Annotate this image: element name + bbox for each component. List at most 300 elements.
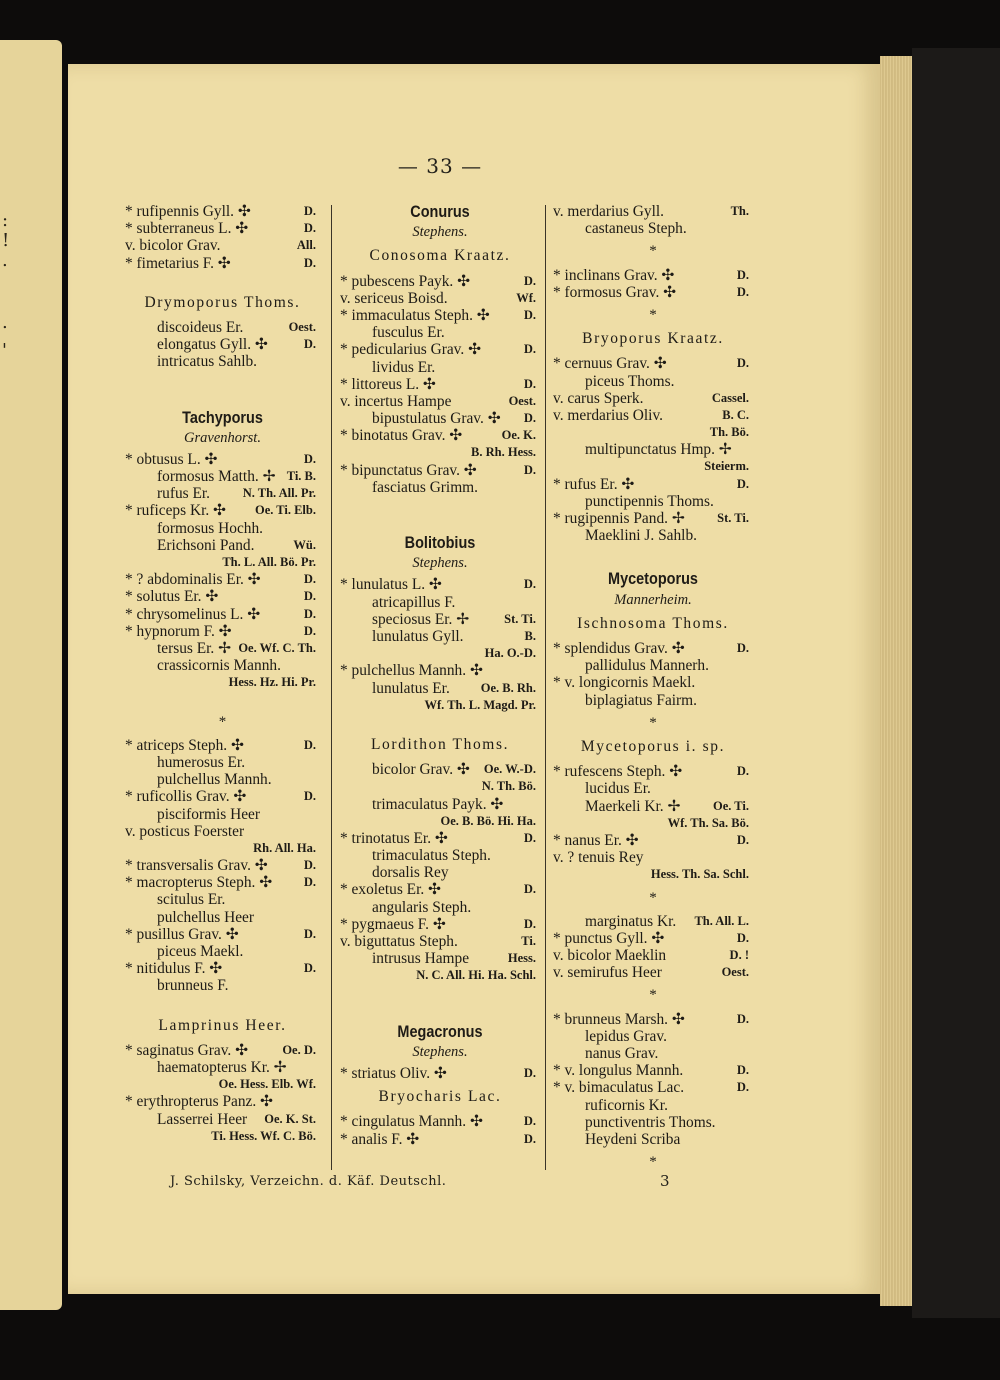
distribution-code: Oe. D. — [282, 1042, 316, 1057]
distribution-code: D. — [303, 589, 316, 604]
distribution-code: D. — [523, 577, 536, 592]
species-entry — [125, 451, 320, 468]
species-name: rufus Er. — [157, 485, 211, 503]
species-entry — [340, 410, 540, 427]
distribution-code: Oe. B. Bö. Hi. Ha. — [440, 813, 536, 828]
entry-group — [340, 273, 540, 496]
distribution-code: Oest. — [288, 319, 316, 334]
distribution-code: D. — [736, 764, 749, 779]
species-entry — [340, 813, 540, 830]
species-entry — [340, 393, 540, 410]
separator-asterisk: * — [649, 889, 657, 906]
species-entry — [125, 203, 320, 220]
species-entry — [553, 407, 753, 424]
distribution-code: Oest. — [721, 965, 749, 980]
species-entry — [125, 857, 320, 874]
species-entry — [340, 1131, 540, 1148]
species-entry — [553, 458, 753, 475]
species-entry — [125, 977, 320, 994]
species-entry — [125, 960, 320, 977]
species-entry — [553, 476, 753, 493]
distribution-code: D. — [736, 1011, 749, 1026]
species-name: formosus Hochh. — [157, 519, 264, 537]
species-entry — [125, 353, 320, 370]
species-name: atricapillus F. — [372, 593, 456, 611]
species-entry — [125, 806, 320, 823]
distribution-code: D. — [303, 737, 316, 752]
species-name: * saginatus Grav. ✣ — [125, 1041, 249, 1059]
distribution-code: D. — [736, 832, 749, 847]
species-name: * immaculatus Steph. ✣ — [340, 306, 490, 324]
distribution-code: Oe. Ti. Elb. — [254, 503, 316, 518]
species-name: * rufescens Steph. ✣ — [553, 763, 683, 781]
distribution-code: Oe. Hess. Elb. Wf. — [218, 1077, 316, 1092]
distribution-code: D. — [303, 337, 316, 352]
distribution-code: Hess. — [507, 951, 536, 966]
species-name: * erythropterus Panz. ✣ — [125, 1093, 273, 1111]
species-name: * analis F. ✣ — [340, 1130, 420, 1148]
species-entry — [125, 1128, 320, 1145]
distribution-code: D. — [523, 916, 536, 931]
species-entry — [553, 1062, 753, 1079]
distribution-code: D. — [303, 572, 316, 587]
species-entry — [553, 763, 753, 780]
species-entry — [553, 657, 753, 674]
species-entry — [340, 594, 540, 611]
distribution-code: All. — [296, 238, 316, 253]
species-entry — [125, 874, 320, 891]
genus-author: Gravenhorst. — [184, 429, 261, 446]
species-entry — [125, 1059, 320, 1076]
separator-asterisk: * — [649, 987, 657, 1004]
distribution-code: D. — [303, 789, 316, 804]
species-name: * subterraneus L. ✣ — [125, 220, 249, 238]
distribution-code: Oe. Ti. — [712, 798, 749, 813]
species-entry — [125, 1093, 320, 1110]
species-name: punctiventris Thoms. — [585, 1113, 716, 1131]
species-name: piceus Maekl. — [157, 943, 244, 960]
distribution-code: D. — [523, 830, 536, 845]
species-entry — [340, 662, 540, 679]
species-name: * atriceps Steph. ✣ — [125, 736, 244, 754]
subgenus-heading: Bryocharis Lac. — [378, 1088, 502, 1106]
separator-asterisk: * — [218, 713, 227, 730]
species-name: * trinotatus Er. ✣ — [340, 829, 448, 847]
species-entry — [553, 692, 753, 709]
entry-group — [553, 763, 753, 883]
species-name: * binotatus Grav. ✣ — [340, 427, 463, 445]
species-entry — [340, 376, 540, 393]
species-entry — [125, 255, 320, 272]
distribution-code: St. Ti. — [504, 611, 536, 626]
species-entry — [553, 355, 753, 372]
species-name: * cernuus Grav. ✣ — [553, 355, 667, 373]
distribution-code: D. — [736, 284, 749, 299]
species-name: pulchellus Heer — [157, 908, 255, 926]
species-entry — [340, 290, 540, 307]
species-entry — [125, 823, 320, 840]
species-entry — [553, 798, 753, 815]
species-name: scitulus Er. — [157, 891, 226, 909]
species-entry — [553, 947, 753, 964]
distribution-code: B. C. — [722, 407, 749, 422]
species-entry — [553, 930, 753, 947]
species-name: * pulchellus Mannh. ✣ — [340, 662, 483, 680]
distribution-code: D. — [523, 273, 536, 288]
species-name: v. merdarius Gyll. — [553, 203, 664, 220]
species-entry — [553, 674, 753, 691]
footer-imprint: J. Schilsky, Verzeichn. d. Käf. Deutschl. — [170, 1174, 447, 1189]
entry-group — [553, 267, 753, 301]
species-name: * pusillus Grav. ✣ — [125, 925, 239, 943]
separator-asterisk: * — [649, 243, 657, 260]
distribution-code: Oe. K. St. — [264, 1111, 316, 1126]
species-entry — [553, 390, 753, 407]
column-2 — [340, 203, 540, 1148]
entry-group — [340, 1113, 540, 1147]
distribution-code: B. Rh. Hess. — [471, 445, 536, 460]
subgenus-heading: Lamprinus Heer. — [158, 1016, 287, 1034]
distribution-code: D. — [523, 1131, 536, 1146]
species-name: v. incertus Hampe — [340, 392, 452, 410]
species-entry — [125, 220, 320, 237]
species-entry — [125, 237, 320, 254]
subgenus-heading: Mycetoporus i. sp. — [580, 737, 726, 755]
species-name: crassicornis Mannh. — [157, 657, 281, 675]
species-name: * fimetarius F. ✣ — [125, 254, 231, 272]
distribution-code: Steierm. — [704, 459, 749, 474]
species-entry — [340, 933, 540, 950]
distribution-code: D. — [523, 376, 536, 391]
species-entry — [553, 493, 753, 510]
species-name: * pubescens Payk. ✣ — [340, 272, 471, 290]
species-name: * v. longicornis Maekl. — [553, 674, 696, 692]
species-name: dorsalis Rey — [372, 864, 449, 882]
signature-mark: 3 — [660, 1172, 670, 1190]
species-entry — [125, 468, 320, 485]
species-entry — [340, 950, 540, 967]
species-name: intricatus Sahlb. — [157, 353, 258, 371]
species-entry — [553, 527, 753, 544]
genus-heading: Tachyporus — [182, 407, 263, 427]
book-cover — [912, 48, 1000, 1318]
distribution-code: Th. — [730, 204, 749, 218]
distribution-code: D. — [303, 926, 316, 941]
species-name: * pygmaeus F. ✣ — [340, 915, 446, 933]
genus-author: Stephens. — [412, 224, 468, 241]
species-name: tersus Er. ✢ — [157, 639, 232, 657]
distribution-code: Th. All. L. — [694, 913, 749, 928]
species-entry — [125, 588, 320, 605]
species-entry — [553, 1097, 753, 1114]
species-name: * striatus Oliv. ✣ — [340, 1065, 447, 1082]
genus-author: Stephens. — [412, 1043, 468, 1060]
species-name: biplagiatus Fairm. — [585, 691, 697, 709]
entry-group — [125, 1042, 320, 1145]
species-entry — [340, 830, 540, 847]
species-name: * ruficeps Kr. ✣ — [125, 502, 226, 520]
species-name: * lunulatus L. ✣ — [340, 576, 442, 594]
species-entry — [553, 815, 753, 832]
species-name: * brunneus Marsh. ✣ — [553, 1010, 685, 1028]
species-entry — [340, 444, 540, 461]
species-name: * v. longulus Mannh. — [553, 1062, 684, 1080]
species-entry — [340, 576, 540, 593]
species-name: pallidulus Mannerh. — [585, 657, 709, 675]
subgenus-heading: Bryoporus Kraatz. — [582, 330, 724, 348]
genus-heading: Conurus — [410, 202, 470, 221]
species-entry — [553, 510, 753, 527]
distribution-code: D. — [736, 641, 749, 656]
distribution-code: D. — [303, 606, 316, 621]
subgenus-heading: Conosoma Kraatz. — [369, 247, 511, 265]
genus-author: Stephens. — [412, 555, 468, 572]
species-entry — [553, 220, 753, 237]
distribution-code: B. — [524, 629, 536, 644]
species-entry — [553, 1028, 753, 1045]
distribution-code: D. — [303, 451, 316, 466]
species-entry — [553, 267, 753, 284]
species-name: Erichsoni Pand. — [157, 536, 255, 554]
species-entry — [125, 571, 320, 588]
species-entry — [340, 462, 540, 479]
species-name: v. bicolor Grav. — [125, 237, 221, 255]
distribution-code: D. — [303, 961, 316, 976]
distribution-code: Oe. Wf. C. Th. — [238, 640, 316, 655]
species-entry — [340, 864, 540, 881]
species-name: * rufus Er. ✣ — [553, 475, 635, 493]
entry-group — [553, 203, 753, 237]
species-entry — [125, 1076, 320, 1093]
species-entry — [553, 849, 753, 866]
distribution-code: D. — [523, 882, 536, 897]
species-name: v. ? tenuis Rey — [553, 849, 644, 867]
species-name: * ? abdominalis Er. ✣ — [125, 571, 261, 589]
species-name: v. biguttatus Steph. — [340, 933, 458, 951]
distribution-code: D. — [523, 462, 536, 477]
species-entry — [125, 606, 320, 623]
species-entry — [553, 780, 753, 797]
entry-group — [125, 203, 320, 272]
distribution-code: Wf. — [516, 290, 536, 305]
entry-group — [340, 576, 540, 714]
species-entry — [340, 611, 540, 628]
species-name: pisciformis Heer — [157, 805, 261, 823]
species-name: marginatus Kr. — [585, 912, 677, 930]
separator-asterisk: * — [649, 1154, 657, 1171]
species-entry — [340, 778, 540, 795]
subgenus-heading: Drymoporus Thoms. — [144, 293, 301, 311]
species-entry — [340, 341, 540, 358]
species-entry — [125, 520, 320, 537]
species-entry — [553, 424, 753, 441]
species-entry — [125, 1042, 320, 1059]
species-entry — [340, 847, 540, 864]
species-entry — [125, 840, 320, 857]
distribution-code: Cassel. — [711, 390, 749, 405]
species-name: v. bicolor Maeklin — [553, 947, 667, 965]
species-entry — [125, 623, 320, 640]
species-name: discoideus Er. — [157, 318, 244, 336]
distribution-code: Oe. W.-D. — [483, 762, 536, 777]
species-name: v. posticus Foerster — [125, 822, 245, 840]
distribution-code: D. — [523, 307, 536, 322]
species-name: * solutus Er. ✣ — [125, 588, 219, 606]
species-entry — [340, 967, 540, 984]
species-name: ruficornis Kr. — [585, 1096, 668, 1114]
species-entry — [340, 899, 540, 916]
species-name: lunulatus Gyll. — [372, 628, 464, 646]
genus-heading: Bolitobius — [404, 533, 476, 553]
separator-asterisk: * — [649, 306, 657, 323]
species-entry — [125, 336, 320, 353]
species-entry — [340, 761, 540, 778]
species-entry — [553, 832, 753, 849]
species-name: speciosus Er. ✢ — [372, 610, 470, 628]
species-name: v. carus Sperk. — [553, 389, 644, 407]
distribution-code: Rh. All. Ha. — [253, 840, 316, 855]
distribution-code: D. ! — [729, 948, 749, 963]
species-name: humerosus Er. — [157, 753, 246, 771]
distribution-code: D. — [303, 875, 316, 890]
entry-group — [340, 1065, 540, 1082]
distribution-code: D. — [303, 221, 316, 236]
distribution-code: D. — [303, 204, 316, 218]
prev-page-fragment: ' — [2, 340, 7, 361]
species-name: Maeklini J. Sahlb. — [585, 527, 698, 545]
distribution-code: N. C. All. Hi. Ha. Schl. — [416, 968, 536, 983]
distribution-code: D. — [736, 1080, 749, 1095]
species-name: bipustulatus Grav. ✣ — [372, 410, 501, 428]
species-name: fasciatus Grimm. — [372, 478, 478, 496]
species-name: * cingulatus Mannh. ✣ — [340, 1113, 483, 1131]
species-entry — [340, 881, 540, 898]
species-entry — [125, 657, 320, 674]
species-name: pulchellus Mannh. — [157, 771, 272, 789]
prev-page-fragment: . — [2, 312, 8, 333]
species-name: * transversalis Grav. ✣ — [125, 857, 268, 875]
species-entry — [340, 324, 540, 341]
entry-group — [553, 1011, 753, 1149]
page-block-edge — [880, 56, 916, 1306]
species-name: * formosus Grav. ✣ — [553, 283, 677, 301]
species-entry — [125, 537, 320, 554]
species-name: * pedicularius Grav. ✣ — [340, 341, 481, 359]
species-entry — [340, 479, 540, 496]
distribution-code: D. — [736, 356, 749, 371]
distribution-code: D. — [523, 1066, 536, 1080]
species-name: lividus Er. — [372, 358, 436, 376]
distribution-code: N. Th. Bö. — [481, 779, 536, 794]
distribution-code: Hess. Hz. Hi. Pr. — [228, 675, 316, 690]
entry-group — [340, 761, 540, 984]
species-entry — [125, 1111, 320, 1128]
species-name: * hypnorum F. ✣ — [125, 622, 232, 640]
species-name: intrusus Hampe — [372, 950, 470, 968]
species-entry — [125, 640, 320, 657]
species-entry — [340, 273, 540, 290]
prev-page-fragment: . — [2, 250, 8, 271]
distribution-code: N. Th. All. Pr. — [242, 486, 316, 501]
genus-heading: Mycetoporus — [608, 569, 698, 589]
species-entry — [553, 441, 753, 458]
species-entry — [125, 319, 320, 336]
distribution-code: D. — [303, 623, 316, 638]
species-entry — [125, 754, 320, 771]
column-divider — [331, 205, 332, 1170]
species-entry — [340, 1113, 540, 1130]
species-entry — [553, 1114, 753, 1131]
species-name: lunulatus Er. — [372, 679, 450, 697]
species-name: Heydeni Scriba — [585, 1130, 681, 1148]
column-3 — [553, 203, 753, 1177]
distribution-code: D. — [523, 1114, 536, 1129]
species-entry — [553, 284, 753, 301]
species-name: * littoreus L. ✣ — [340, 375, 436, 393]
species-entry — [125, 891, 320, 908]
species-entry — [553, 640, 753, 657]
distribution-code: D. — [736, 930, 749, 945]
species-entry — [125, 737, 320, 754]
entry-group — [125, 451, 320, 692]
species-name: angularis Steph. — [372, 898, 472, 916]
species-entry — [553, 1131, 753, 1148]
column-1 — [125, 203, 320, 1145]
distribution-code: Th. Bö. — [709, 425, 749, 440]
species-entry — [340, 427, 540, 444]
species-entry — [340, 796, 540, 813]
species-name: * chrysomelinus L. ✣ — [125, 605, 261, 623]
species-entry — [340, 697, 540, 714]
species-name: Lasserrei Heer — [157, 1110, 248, 1128]
species-name: haematopterus Kr. ✢ — [157, 1058, 287, 1076]
genus-heading: Megacronus — [397, 1021, 483, 1041]
distribution-code: D. — [523, 411, 536, 426]
species-name: * ruficollis Grav. ✣ — [125, 788, 247, 806]
species-entry — [125, 502, 320, 519]
distribution-code: D. — [303, 858, 316, 873]
genus-author: Mannerheim. — [614, 591, 692, 608]
entry-group — [553, 913, 753, 982]
distribution-code: Wf. Th. L. Magd. Pr. — [424, 697, 536, 712]
species-name: trimaculatus Payk. ✣ — [372, 795, 504, 813]
subgenus-heading: Lordithon Thoms. — [370, 735, 510, 753]
distribution-code: Wü. — [293, 537, 316, 552]
species-entry — [340, 916, 540, 933]
species-name: * rugipennis Pand. ✢ — [553, 510, 685, 528]
species-entry — [125, 788, 320, 805]
separator-asterisk: * — [649, 714, 657, 731]
species-entry — [553, 964, 753, 981]
entry-group — [125, 319, 320, 371]
species-name: piceus Thoms. — [585, 372, 675, 390]
species-entry — [553, 1011, 753, 1028]
species-entry — [125, 674, 320, 691]
entry-group — [553, 355, 753, 544]
species-entry — [125, 485, 320, 502]
species-entry — [340, 1065, 540, 1082]
species-entry — [553, 373, 753, 390]
species-entry — [340, 645, 540, 662]
species-entry — [553, 1079, 753, 1096]
previous-page-edge — [0, 40, 62, 1310]
species-entry — [340, 680, 540, 697]
distribution-code: Ti. — [521, 934, 536, 949]
species-name: v. merdarius Oliv. — [553, 406, 663, 424]
species-name: * punctus Gyll. ✣ — [553, 929, 665, 947]
distribution-code: Oest. — [508, 393, 536, 408]
species-entry — [125, 926, 320, 943]
